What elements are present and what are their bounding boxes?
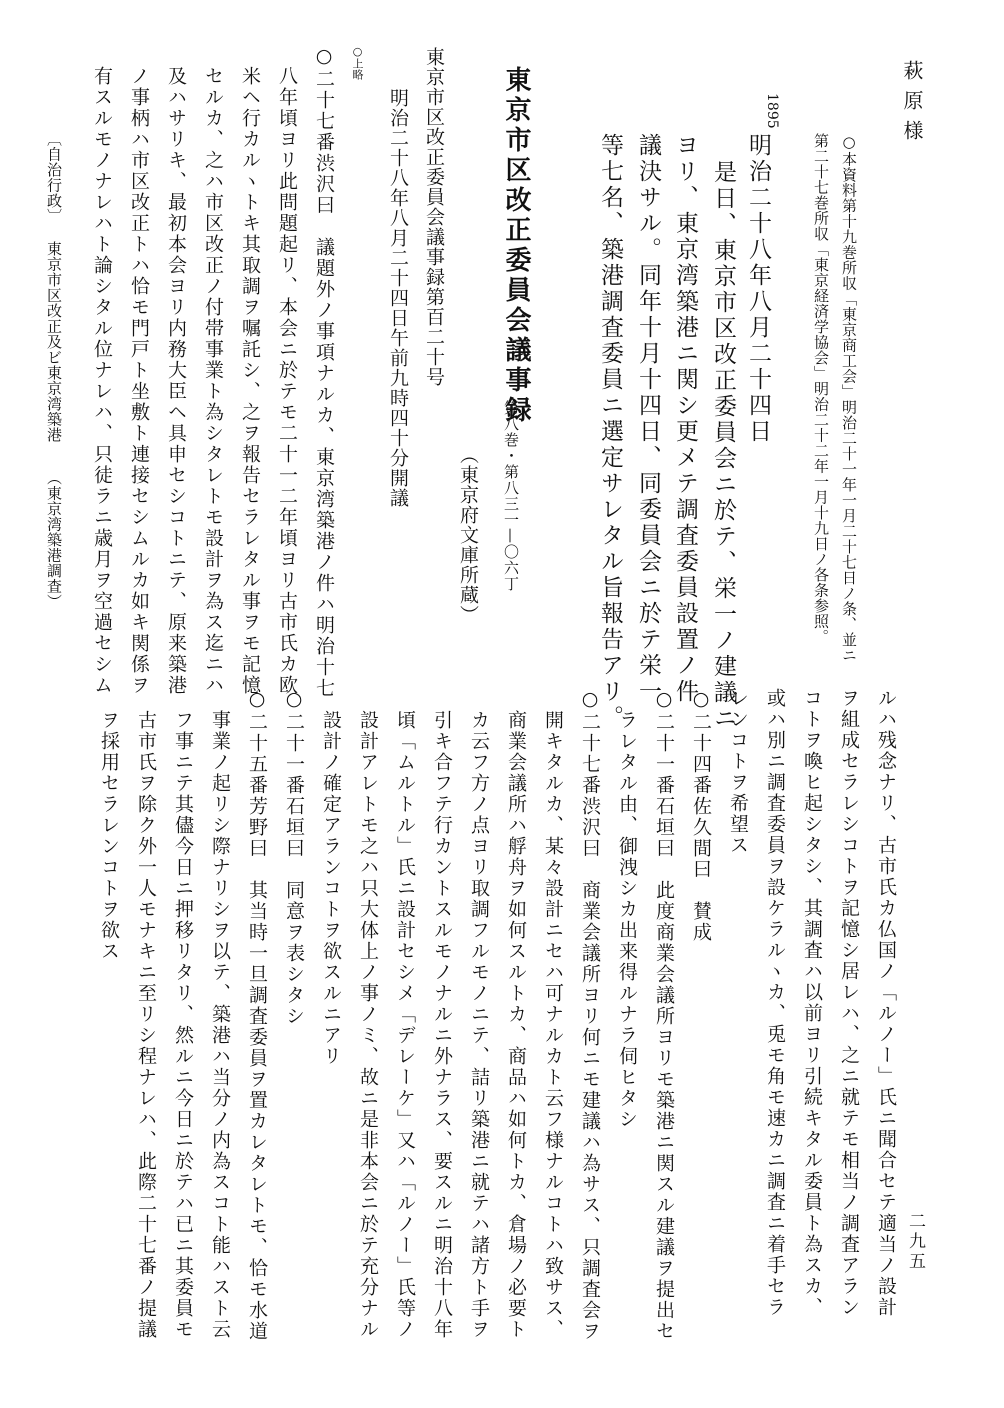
text-column: セルカ、之ハ市区改正ノ付帯事業ト為シタレトモ設計ヲ為ス迄ニハ <box>202 66 224 696</box>
entry-summary-line: 議決サル。同年十月十四日、同委員会ニ於テ栄一 <box>635 133 661 705</box>
text-column: ○二十一番石垣曰 同意ヲ表シタシ <box>283 688 305 1027</box>
record-opening: 明治二十八年八月二十四日午前九時四十分開議 <box>387 88 409 508</box>
text-column: 及ハサリキ、最初本会ヨリ内務大臣ヘ具申セシコトニテ、原来築港 <box>165 66 187 696</box>
text-column: カ云フ方ノ点ヨリ取調フルモノニテ、詰リ築港ニ就テハ諸方ト手ヲ <box>468 710 490 1340</box>
text-column: 事業ノ起リシ際ナリシヲ以テ、築港ハ当分ノ内為スコト能ハスト云 <box>209 710 231 1340</box>
text-column: ルハ残念ナリ、古市氏カ仏国ノ「ルノー」氏ニ聞合セテ適当ノ設計 <box>875 688 897 1318</box>
text-column: フ事ニテ其儘今日ニ押移リタリ、然ルニ今日ニ於テハ已ニ其委員モ <box>172 710 194 1340</box>
source-volume: 第八巻・第八三一—〇六丁 <box>502 400 520 592</box>
footer-category: 〔自治行政〕 <box>45 131 63 224</box>
text-column: ラレタル由、御洩シカ出来得ルナラ伺ヒタシ <box>616 710 638 1130</box>
text-column: レンコトヲ希望ス <box>727 688 749 856</box>
text-column: ○二十五番芳野曰 其当時一旦調査委員ヲ置カレタレトモ、恰モ水道 <box>246 688 268 1342</box>
text-column: ヲ組成セラレシコトヲ記憶シ居レハ、之ニ就テモ相当ノ調査アラン <box>838 688 860 1318</box>
footer-section: 東京市区改正及ビ東京湾築港 <box>45 241 63 443</box>
text-column: ○二十一番石垣曰 此度商業会議所ヨリモ築港ニ関スル建議ヲ提出セ <box>653 688 675 1342</box>
text-column: ○二十七番渋沢曰 商業会議所ヨリ何ニモ建議ハ為サス、只調査会ヲ <box>579 688 601 1342</box>
text-column: 設計アレトモ之ハ只大体上ノ事ノミ、故ニ是非本会ニ於テ充分ナル <box>357 710 379 1340</box>
footer-topic: （東京湾築港調査） <box>45 470 63 610</box>
record-title: 東京市区改正委員会議事録第百二十号 <box>423 47 445 387</box>
text-column: 引キ合フテ行カントスルモノナルニ外ナラス、要スルニ明治十八年 <box>431 710 453 1340</box>
recipient-label: 萩原様 <box>900 60 924 150</box>
entry-summary-line: 是日、東京市区改正委員会ニ於テ、栄一ノ建議ニ <box>710 160 736 732</box>
text-column: ○二十七番渋沢曰 議題外ノ事項ナルカ、東京湾築港ノ件ハ明治十七 <box>313 45 335 699</box>
page-number: 二九五 <box>905 1212 925 1272</box>
text-column: コトヲ喚ヒ起シタシ、其調査ハ以前ヨリ引続キタル委員ト為スカ、 <box>801 688 823 1318</box>
source-archive: （東京府文庫所蔵） <box>457 445 479 625</box>
entry-year: 1895 <box>764 93 780 129</box>
source-title: 東京市区改正委員会議事録 <box>501 66 531 426</box>
text-column: 米ヘ行カルヽトキ其取調ヲ嘱託シ、之ヲ報告セラレタル事ヲモ記憶 <box>239 66 261 696</box>
omission-mark: ○上略 <box>351 45 364 80</box>
text-column: 或ハ別ニ調査委員ヲ設ケラルヽカ、兎モ角モ速カニ調査ニ着手セラ <box>764 688 786 1318</box>
text-column: 有スルモノナレハト論シタル位ナレハ、只徒ラニ歳月ヲ空過セシム <box>91 66 113 696</box>
text-column: ヲ採用セラレンコトヲ欲ス <box>98 710 120 962</box>
text-column: 頃「ムルトル」氏ニ設計セシメ「デレーケ」又ハ「ルノー」氏等ノ <box>394 710 416 1340</box>
text-column: 八年頃ヨリ此問題起リ、本会ニ於テモ二十一二年頃ヨリ古市氏カ欧 <box>276 66 298 696</box>
text-column: ○二十四番佐久間曰 賛成 <box>690 688 712 943</box>
text-column: ノ事柄ハ市区改正トハ恰モ門戸ト坐敷ト連接セシムルカ如キ関係ヲ <box>128 66 150 696</box>
entry-summary-line: ヨリ、東京湾築港ニ関シ更メテ調査委員設置ノ件 <box>672 133 698 705</box>
reference-note: 第二十七巻所収「東京経済学協会」明治二十二年一月十九日ノ各条参照。 <box>812 133 830 645</box>
entry-date: 明治二十八年八月二十四日 <box>745 133 771 445</box>
text-column: 設計ノ確定アランコトヲ欲スルニアリ <box>320 710 342 1067</box>
text-column: 商業会議所ハ艀舟ヲ如何スルトカ、商品ハ如何トカ、倉場ノ必要ト <box>505 710 527 1340</box>
entry-summary-line: 等七名、築港調査委員ニ選定サレタル旨報告アリ。 <box>597 133 623 731</box>
text-column: 古市氏ヲ除ク外一人モナキニ至リシ程ナレハ、此際二十七番ノ提議 <box>135 710 157 1340</box>
text-column: 開キタルカ、某々設計ニセハ可ナルカト云フ様ナルコトハ致サス、 <box>542 710 564 1340</box>
reference-note: ○本資料第十九巻所収「東京商工会」明治二十一年一月二十七日ノ条、並ニ <box>840 133 858 663</box>
